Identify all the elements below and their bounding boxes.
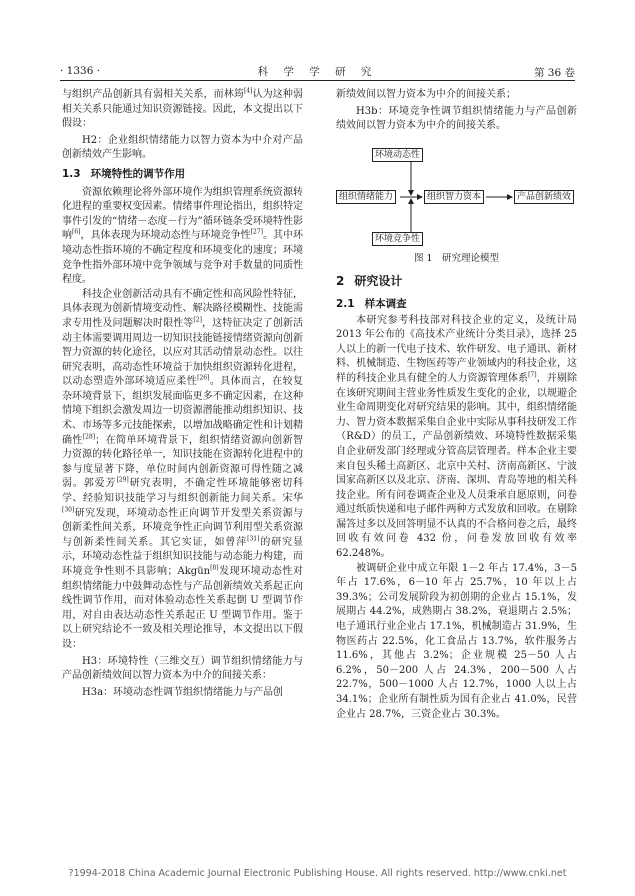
citation[interactable]: [7] — [528, 371, 537, 379]
paragraph: 资源依赖理论将外部环境作为组织管理系统资源转化进程的重要权变因素。情绪事件理论指出，组织特定事件引发的“情绪－态度－行为”循环链条受环境特性影响[6]，具体表现为环境动态性与环境竞争性[27]。其中环境动态性指环境的不确定程度和环境变化的速度；环境竞争性指外部环境中竞争领域与竞争对手数量的同质性程度。 — [62, 186, 304, 286]
paragraph: 与组织产品创新具有弱相关关系，而林筠[4]认为这种弱相关关系只能通过知识资源链接。因此，本文提出以下假设： — [62, 87, 304, 130]
volume-number: 第 36 卷 — [533, 67, 575, 79]
section-heading: 2 研究设计 — [336, 274, 403, 289]
running-header — [60, 62, 575, 81]
citation[interactable]: [4] — [243, 87, 253, 95]
citation[interactable]: [28] — [82, 433, 96, 441]
journal-name: 科 学 学 研 究 — [257, 66, 378, 78]
section-heading: 1.3 环境特性的调节作用 — [62, 167, 186, 180]
page-number: · 1336 · — [60, 65, 101, 77]
research-model-figure — [336, 140, 577, 248]
citation[interactable]: [27] — [250, 229, 263, 237]
env-dynamic-box: 环境动态性 — [372, 148, 423, 162]
paragraph: 本研究参考科技部对科技企业的定义，及统计局 2013 年公布的《高技术产业统计分类目录》，选择 25 人以上的新一代电子技术、软件研发、电子通讯、新材料、机械制造、生物医药等产业领域内的科技企业，这样的科技企业具有健全的人力资源管理体系[7]，并剔除在该研究期间主营业务性质发生变化的企业，以规避企业生命周期变化对研究结果的影响。其中，组织情绪能力、智力资本数据采集自企业中实际从事科技研发工作（R&D）的员工，产品创新绩效、环境特性数据采集自企业研发部门经理或分管高层管理者。样本企业主要来自包头稀土高新区、北京中关村、济南高新区、宁波国家高新区以及北京、济南、深圳、青岛等地的相关科技企业。所有问卷调查企业及人员秉承自愿原则，问卷通过纸质快递和电子邮件两种方式发放和回收。在剔除漏答过多以及回答明显不认真的不合格问卷之后，最终回收有效问卷 432 份，问卷发放回收有效率 62.248%。 — [336, 314, 578, 560]
citation[interactable]: [29] — [116, 477, 129, 485]
hypothesis-h3: H3：环境特性（三维交互）调节组织情绪能力与产品创新绩效间以智力资本为中介的间接关系： — [62, 655, 303, 682]
copyright-footer: ?1994-2018 China Academic Journal Electronic Publishing House. All rights reserved. http://www.cnki.net — [68, 868, 567, 879]
innovation-box: 产品创新绩效 — [514, 190, 574, 204]
figure-caption: 图 1 研究理论模型 — [413, 252, 500, 264]
env-competitive-box: 环境竞争性 — [372, 232, 423, 246]
org-emotion-box: 组织情绪能力 — [336, 190, 396, 204]
hypothesis-h3b: H3b：环境竞争性调节组织情绪能力与产品创新绩效间以智力资本为中介的间接关系。 — [336, 105, 577, 132]
citation[interactable]: [26] — [197, 374, 210, 382]
paragraph: 科技企业创新活动具有不确定性和高风险性特征，具体表现为创新情境变动性、解决路径模糊性、技能需求专用性及问题解决时限性等[2]，这特征决定了创新活动主体需要调用周边一切知识技能链接情绪资源向创新智力资源的转化途径，以应对其活动情景动态性。以往研究表明，高动态性环境益于加快组织资源转化进程，以动态塑造外部环境适应柔性[26]。具体而言，在较复杂环境背景下，组织发展面临更多不确定因素，在这种情境下组织会激发周边一切资源潜能推动组织知识、技术、市场等多元技能探索，以增加战略确定性和计划精确性[28]；在简单环境背景下，组织情绪资源向创新智力资源的转化路径单一，知识技能在资源转化进程中的参与度显著下降，单位时间内创新资源可得性随之减弱。郭爱芳[29]研究表明，不确定性环境能够密切科学、经验知识技能学习与组织创新能力间关系。宋华[30]研究发现，环境动态性正向调节开发型关系资源与创新柔性间关系，环境竞争性正向调节利用型关系资源与创新柔性间关系。其它实证，如曾萍[31]的研究显示，环境动态性益于组织知识技能与动态能力构建，而环境竞争性则不具影响；Akgün[8]发现环境动态性对组织情绪能力中鼓舞动态性与产品创新绩效关系起正向线性调节作用，而对体验动态性关系起倒 U 型调节作用，对自由表达动态性关系起正 U 型调节作用。鉴于以上研究结论不一致及相关理论推导，本文提出以下假设： — [62, 288, 304, 650]
citation[interactable]: [8] — [210, 564, 219, 572]
hypothesis-h3a: H3a：环境动态性调节组织情绪能力与产品创 — [82, 686, 284, 698]
citation[interactable]: [6] — [72, 229, 81, 237]
hypothesis-h3a-continued: 新绩效间以智力资本为中介的间接关系； — [336, 89, 516, 100]
hypothesis-h2: H2：企业组织情绪能力以智力资本为中介对产品创新绩效产生影响。 — [62, 134, 303, 161]
citation[interactable]: [2] — [193, 316, 202, 324]
citation[interactable]: [30] — [62, 506, 75, 514]
left-column — [62, 88, 303, 700]
right-column — [336, 88, 577, 722]
citation[interactable]: [31] — [247, 535, 260, 543]
subsection-heading: 2.1 样本调查 — [336, 297, 407, 310]
paragraph: 被调研企业中成立年限 1－2 年占 17.4%，3－5 年占 17.6%，6－10 年占 25.7%，10 年以上占 39.3%；公司发展阶段为初创期的企业占 15.1%，发展期占 44.2%，成熟期占 38.2%，衰退期占 2.5%；电子通讯行业企业占 17.1%，机械制造占 31.9%，生物医药占 22.5%，化工食品占 13.7%，软件服务占 11.6%，其他占 3.2%；企业规模 25－50 人占 6.2%，50－200 人占 24.3%，200－500 人占 22.7%，500－1000 人占 12.7%，1000 人以上占 34.1%；企业所有制性质为国有企业占 41.0%，民营企业占 28.7%，三资企业占 30.3%。 — [336, 562, 577, 720]
intellectual-capital-box: 组织智力资本 — [424, 190, 484, 204]
